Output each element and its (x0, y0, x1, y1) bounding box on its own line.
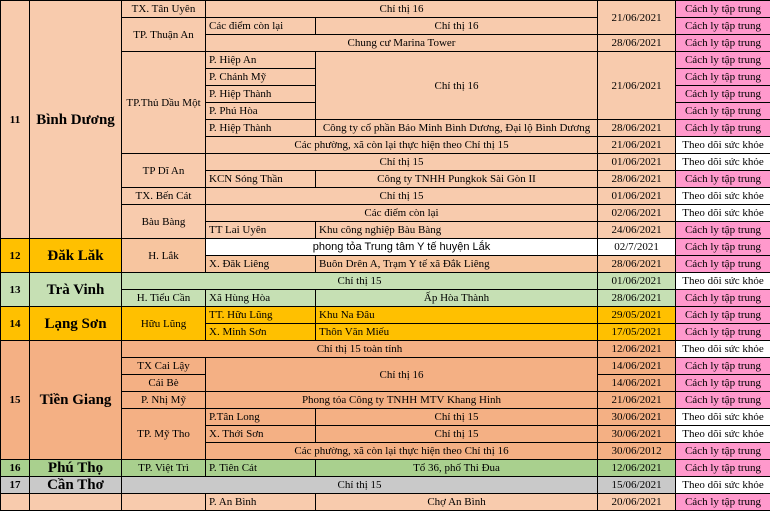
date-cell: 14/06/2021 (598, 358, 676, 375)
date-cell: 21/06/2021 (598, 52, 676, 120)
date-cell: 28/06/2021 (598, 120, 676, 137)
measure-cell: Chỉ thị 15 (316, 426, 598, 443)
province-name: Phú Thọ (30, 460, 122, 477)
status-cell: Cách ly tập trung (676, 324, 770, 341)
province-name: Trà Vinh (30, 273, 122, 307)
district-cell: TX Cai Lậy (122, 358, 206, 375)
table-row (1, 460, 770, 477)
measure-cell: Ấp Hòa Thành (316, 290, 598, 307)
measure-cell: Chỉ thị 16 (206, 358, 598, 392)
province-name: Tiền Giang (30, 341, 122, 460)
status-cell: Theo dõi sức khỏe (676, 188, 770, 205)
date-cell: 01/06/2021 (598, 154, 676, 171)
status-cell: Cách ly tập trung (676, 256, 770, 273)
ward-cell: KCN Sóng Thần (206, 171, 316, 188)
district-cell (122, 494, 206, 511)
date-cell: 15/06/2021 (598, 477, 676, 494)
date-cell: 21/06/2021 (598, 392, 676, 409)
date-cell: 28/06/2021 (598, 35, 676, 52)
table-row (1, 477, 770, 494)
status-cell: Cách ly tập trung (676, 222, 770, 239)
row-number: 11 (1, 1, 30, 239)
status-cell: Cách ly tập trung (676, 18, 770, 35)
measure-cell: Buôn Drên A, Trạm Y tế xã Đắk Liêng (316, 256, 598, 273)
district-cell: TP.Thủ Dầu Một (122, 52, 206, 154)
date-cell: 21/06/2021 (598, 1, 676, 35)
province-name: Lạng Sơn (30, 307, 122, 341)
measure-cell: Khu công nghiệp Bàu Bàng (316, 222, 598, 239)
province-name: Cần Thơ (30, 477, 122, 494)
measure-cell: Chợ An Bình (316, 494, 598, 511)
date-cell: 02/06/2021 (598, 205, 676, 222)
measure-cell: Chỉ thị 15 (122, 273, 598, 290)
measure-cell: Chỉ thị 15 (122, 477, 598, 494)
district-cell: H. Tiểu Cần (122, 290, 206, 307)
measure-cell: Chỉ thị 15 toàn tỉnh (122, 341, 598, 358)
date-cell: 01/06/2021 (598, 188, 676, 205)
measure-cell: Chung cư Marina Tower (206, 35, 598, 52)
measure-cell: Chỉ thị 15 (316, 409, 598, 426)
status-cell: Theo dõi sức khỏe (676, 341, 770, 358)
status-cell: Cách ly tập trung (676, 171, 770, 188)
date-cell: 17/05/2021 (598, 324, 676, 341)
measure-cell: phong tỏa Trung tâm Y tế huyện Lắk (206, 239, 598, 256)
measure-cell: Khu Na Đâu (316, 307, 598, 324)
date-cell: 28/06/2021 (598, 171, 676, 188)
date-cell: 12/06/2021 (598, 460, 676, 477)
status-cell: Cách ly tập trung (676, 375, 770, 392)
row-number: 14 (1, 307, 30, 341)
table-row (1, 341, 770, 358)
ward-cell: Các điểm còn lại (206, 18, 316, 35)
date-cell: 14/06/2021 (598, 375, 676, 392)
district-cell: Hữu Lũng (122, 307, 206, 341)
district-cell: TP. Việt Trì (122, 460, 206, 477)
province-name (30, 494, 122, 511)
date-cell: 01/06/2021 (598, 273, 676, 290)
table-row (1, 494, 770, 511)
date-cell: 20/06/2021 (598, 494, 676, 511)
ward-cell: X. Đăk Liêng (206, 256, 316, 273)
row-number: 15 (1, 341, 30, 460)
date-cell: 30/06/2021 (598, 426, 676, 443)
district-cell: TP. Thuận An (122, 18, 206, 52)
measure-cell: Công ty cổ phần Bảo Minh Bình Dương, Đại lộ Bình Dương (316, 120, 598, 137)
measure-cell: Tổ 36, phố Thi Đua (316, 460, 598, 477)
ward-cell: P. Tiên Cát (206, 460, 316, 477)
status-cell: Cách ly tập trung (676, 290, 770, 307)
table-row (1, 1, 770, 18)
date-cell: 29/05/2021 (598, 307, 676, 324)
table-row (1, 307, 770, 324)
province-name: Đăk Lăk (30, 239, 122, 273)
district-cell: Cái Bè (122, 375, 206, 392)
ward-cell: TT Lai Uyên (206, 222, 316, 239)
date-cell: 30/06/2021 (598, 409, 676, 426)
status-cell: Cách ly tập trung (676, 443, 770, 460)
ward-cell: P. Chánh Mỹ (206, 69, 316, 86)
status-cell: Theo dõi sức khỏe (676, 154, 770, 171)
ward-cell: P. Hiệp Thành (206, 120, 316, 137)
row-number (1, 494, 30, 511)
province-name: Bình Dương (30, 1, 122, 239)
date-cell: 12/06/2021 (598, 341, 676, 358)
ward-cell: P. Hiệp Thành (206, 86, 316, 103)
district-cell: Bàu Bàng (122, 205, 206, 239)
status-cell: Cách ly tập trung (676, 494, 770, 511)
status-cell: Cách ly tập trung (676, 307, 770, 324)
status-cell: Cách ly tập trung (676, 120, 770, 137)
status-cell: Cách ly tập trung (676, 69, 770, 86)
table-row (1, 273, 770, 290)
status-cell: Cách ly tập trung (676, 103, 770, 120)
status-cell: Cách ly tập trung (676, 392, 770, 409)
status-cell: Cách ly tập trung (676, 35, 770, 52)
measure-cell: Phong tỏa Công ty TNHH MTV Khang Hinh (206, 392, 598, 409)
ward-cell: P.Tân Long (206, 409, 316, 426)
ward-cell: X. Thới Sơn (206, 426, 316, 443)
date-cell: 02/7/2021 (598, 239, 676, 256)
status-cell: Cách ly tập trung (676, 239, 770, 256)
status-cell: Cách ly tập trung (676, 52, 770, 69)
status-cell: Cách ly tập trung (676, 460, 770, 477)
district-cell: H. Lắk (122, 239, 206, 273)
status-cell: Cách ly tập trung (676, 358, 770, 375)
ward-cell: TT. Hữu Lũng (206, 307, 316, 324)
row-number: 12 (1, 239, 30, 273)
date-cell: 30/06/2012 (598, 443, 676, 460)
status-cell: Cách ly tập trung (676, 86, 770, 103)
status-cell: Theo dõi sức khỏe (676, 273, 770, 290)
date-cell: 28/06/2021 (598, 290, 676, 307)
district-cell: TP Dĩ An (122, 154, 206, 188)
measure-cell: Các điểm còn lại (206, 205, 598, 222)
row-number: 17 (1, 477, 30, 494)
measure-cell: Chỉ thị 16 (316, 52, 598, 120)
ward-cell: P. Hiệp An (206, 52, 316, 69)
row-number: 16 (1, 460, 30, 477)
measure-cell: Chỉ thị 15 (206, 154, 598, 171)
status-cell: Theo dõi sức khỏe (676, 426, 770, 443)
district-cell: TX. Tân Uyên (122, 1, 206, 18)
measure-cell: Thôn Văn Miếu (316, 324, 598, 341)
measure-cell: Chỉ thị 15 (206, 188, 598, 205)
table-row (1, 239, 770, 256)
ward-cell: Xã Hùng Hòa (206, 290, 316, 307)
district-cell: TX. Bến Cát (122, 188, 206, 205)
date-cell: 28/06/2021 (598, 256, 676, 273)
status-cell: Theo dõi sức khỏe (676, 137, 770, 154)
measure-cell: Chỉ thị 16 (206, 1, 598, 18)
status-cell: Cách ly tập trung (676, 1, 770, 18)
district-cell: TP. Mỹ Tho (122, 409, 206, 460)
ward-cell: P. Phú Hòa (206, 103, 316, 120)
measure-cell: Chỉ thị 16 (316, 18, 598, 35)
measure-cell: Các phường, xã còn lại thực hiện theo Chỉ thị 16 (206, 443, 598, 460)
ward-cell: X. Minh Sơn (206, 324, 316, 341)
date-cell: 24/06/2021 (598, 222, 676, 239)
district-cell: P. Nhị Mỹ (122, 392, 206, 409)
status-cell: Theo dõi sức khỏe (676, 409, 770, 426)
measure-cell: Các phường, xã còn lại thực hiện theo Chỉ thị 15 (206, 137, 598, 154)
measure-cell: Công ty TNHH Pungkok Sài Gòn II (316, 171, 598, 188)
status-cell: Theo dõi sức khỏe (676, 205, 770, 222)
status-cell: Theo dõi sức khỏe (676, 477, 770, 494)
ward-cell: P. An Bình (206, 494, 316, 511)
date-cell: 21/06/2021 (598, 137, 676, 154)
row-number: 13 (1, 273, 30, 307)
